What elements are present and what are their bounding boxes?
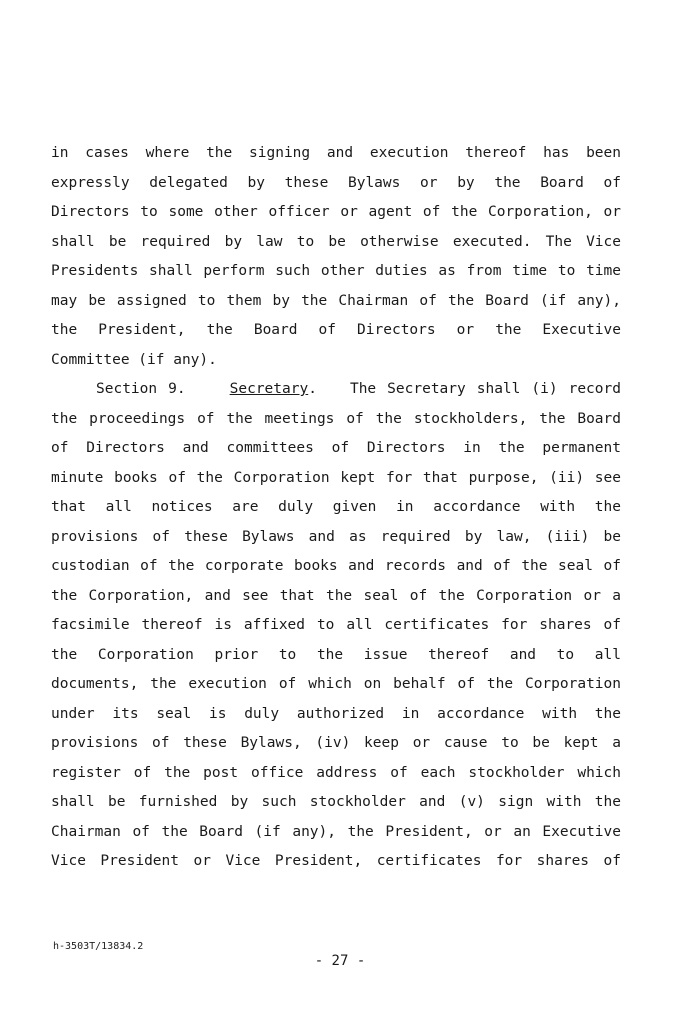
body-text	[51, 139, 621, 877]
text-line: Chairman of the Board (if any), the President, or an Executive	[51, 823, 621, 840]
text-line: the President, the Board of Directors or the Executive	[51, 322, 621, 338]
text-line: documents, the execution of which on behalf of the Corporation	[51, 676, 621, 692]
section-first-line-text: The Secretary shall (i) record	[349, 381, 621, 397]
text-line: Presidents shall perform such other duties as from time to time	[51, 263, 621, 279]
text-line: that all notices are duly given in accordance with the	[51, 499, 621, 515]
page-number: - 27 -	[314, 953, 366, 969]
text-line: Vice President or Vice President, certificates for shares of	[51, 853, 621, 869]
text-line: the Corporation, and see that the seal of the Corporation or a	[51, 587, 621, 604]
text-line: under its seal is duly authorized in accordance with the	[51, 705, 621, 722]
text-line: the proceedings of the meetings of the stockholders, the Board	[51, 410, 621, 427]
text-line: shall be furnished by such stockholder and (v) sign with the	[51, 794, 621, 810]
text-line: facsimile thereof is affixed to all certificates for shares of	[51, 617, 621, 633]
text-line: expressly delegated by these Bylaws or by the Board of	[51, 174, 621, 191]
text-line: in cases where the signing and execution thereof has been	[51, 145, 621, 161]
text-line: Committee (if any).	[51, 351, 217, 368]
text-line: provisions of these Bylaws and as required by law, (iii) be	[51, 528, 621, 545]
text-line: minute books of the Corporation kept for that purpose, (ii) see	[51, 469, 621, 486]
text-line: custodian of the corporate books and records and of the seal of	[51, 558, 621, 574]
section-title: Secretary	[229, 381, 309, 397]
text-line: provisions of these Bylaws, (iv) keep or cause to be kept a	[51, 735, 621, 751]
text-line: Directors to some other officer or agent of the Corporation, or	[51, 204, 621, 220]
text-line: register of the post office address of each stockholder which	[51, 764, 621, 781]
section-title-punct: .	[308, 381, 317, 397]
text-line: may be assigned to them by the Chairman of the Board (if any),	[51, 292, 621, 309]
text-line: of Directors and committees of Directors in the permanent	[51, 440, 621, 456]
footer-document-id: h-3503T/13834.2	[53, 941, 144, 952]
section-heading-line	[51, 375, 621, 405]
section-number: Section 9.	[96, 381, 186, 397]
text-line: the Corporation prior to the issue thereof and to all	[51, 646, 621, 663]
text-line: shall be required by law to be otherwise executed. The Vice	[51, 233, 621, 250]
